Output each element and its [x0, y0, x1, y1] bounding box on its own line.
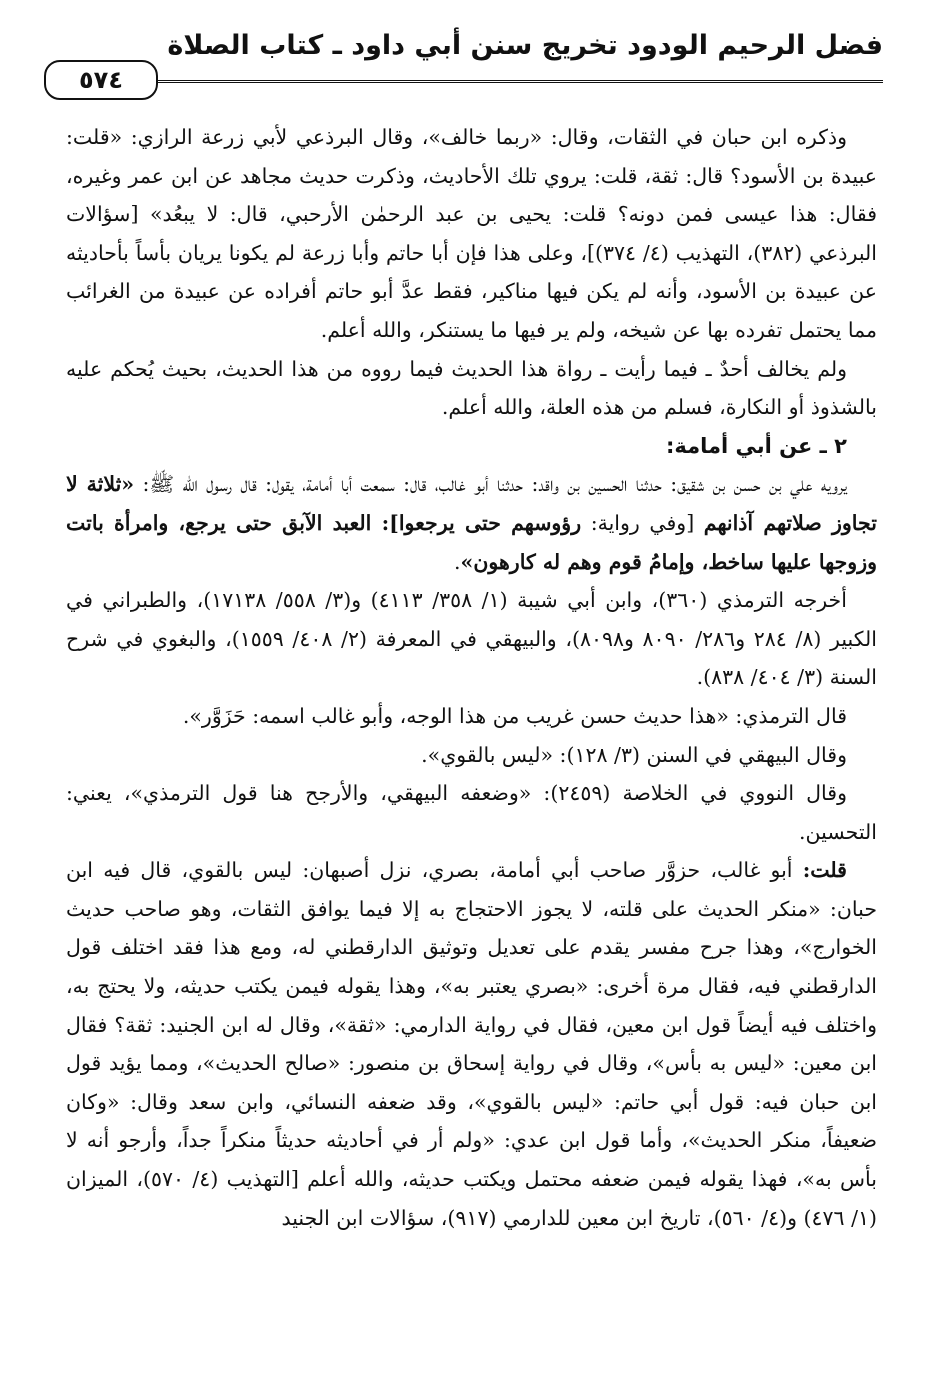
- paragraph: وذكره ابن حبان في الثقات، وقال: «ربما خالف»، وقال البرذعي لأبي زرعة الرازي: «قلت: عبيدة بن الأسود؟ قال: ثقة، قلت: يروي تلك الأحاديث، وذكرت حديث مجاهد عن ابن عمر وغيره، فقال: هذا عيسى فمن دونه؟ قلت: يحيى بن عبد الرحمٰن الأرحبي، قال: لا يبعُد» [سؤالات البرذعي (٣٨٢)، التهذيب (٤/ ٣٧٤)]، وعلى هذا فإن أبا حاتم وأبا زرعة لم يكونا يريان بأساً بأحاديثه عن عبيدة بن الأسود، وأنه لم يكن فيها مناكير، فقط عدَّ أبو حاتم أفراده عن عبيدة من الغرائب مما يحتمل تفرده بها عن شيخه، ولم ير فيها ما يستنكر، والله أعلم.: [66, 125, 877, 342]
- commentary-label: قلت:: [802, 858, 847, 883]
- commentary-text: أبو غالب، حزوَّر صاحب أبي أمامة، بصري، نزل أصبهان: ليس بالقوي، قال فيه ابن حبان: «منكر الحديث على قلته، لا يجوز الاحتجاج به إلا فيما يوافق الثقات، وهو صاحب حديث الخوارج»، وهذا جرح مفسر يقدم على تعديل وتوثيق الدارقطني له، ومع هذا فقد اختلف قول الدارقطني فيه، فقال مرة أخرى: «بصري يعتبر به»، وهذا يقوله فيمن يكتب حديثه، ولا يحتج به، واختلف فيه أيضاً قول ابن معين، فقال في رواية الدارمي: «ثقة»، وقال له ابن الجنيد: ثقة؟ فقال ابن معين: «ليس به بأس»، وقال في رواية إسحاق بن منصور: «صالح الحديث»، ومما يؤيد قول ابن حبان فيه: قول أبي حاتم: «ليس بالقوي»، وقد ضعفه النسائي، وابن سعد وقال: «وكان ضعيفاً، منكر الحديث»، وأما قول ابن عدي: «ولم أر في أحاديثه حديثاً منكراً جداً، وأرجو أنه لا بأس به»، فهذا يقوله فيمن ضعفه محتمل ويكتب حديثه، والله أعلم [التهذيب (٤/ ٥٧٠)، الميزان (١/ ٤٧٦) و(٤/ ٥٦٠)، تاريخ ابن معين للدارمي (٩١٧)، سؤالات ابن الجنيد: [66, 858, 877, 1230]
- quote-paragraph: وقال البيهقي في السنن (٣/ ١٢٨): «ليس بالقوي».: [421, 742, 847, 767]
- header-rule: [60, 80, 883, 83]
- hadith-paragraph: يرويه علي بن حسن بن شقيق: حدثنا الحسين بن واقد: حدثنا أبو غالب، قال: سمعت أبا أمامة، يقول: قال رسول الله ﷺ: «ثلاثة لا تجاوز صلاتهم آذانهم [وفي رواية: رؤوسهم حتى يرجعوا]: العبد الآبق حتى يرجع، وامرأة باتت وزوجها عليها ساخط، وإمامُ قوم وهم له كارهون».: [66, 472, 877, 574]
- hadith-text-continued: رؤوسهم حتى يرجعوا]: العبد الآبق حتى يرجع، وامرأة باتت وزوجها عليها ساخط، وإمامُ قوم وهم له كارهون»: [66, 510, 877, 574]
- hadith-variant-note: [وفي رواية:: [581, 510, 704, 535]
- paragraph: ولم يخالف أحدٌ ـ فيما رأيت ـ رواة هذا الحديث فيما رووه من هذا الحديث، بحيث يُحكم عليه بالشذوذ أو النكارة، فسلم من هذه العلة، والله أعلم.: [66, 356, 877, 420]
- section-heading: ٢ ـ عن أبي أمامة:: [665, 433, 847, 458]
- hadith-text: «ثلاثة لا تجاوز صلاتهم آذانهم: [66, 472, 877, 535]
- running-header-title: فضل الرحيم الودود تخريج سنن أبي داود ـ كتاب الصلاة: [167, 30, 883, 61]
- page-number: ٥٧٤: [44, 60, 158, 100]
- takhrij-paragraph: أخرجه الترمذي (٣٦٠)، وابن أبي شيبة (١/ ٣٥٨/ ٤١١٣) و(٣/ ٥٥٨/ ١٧١٣٨)، والطبراني في الكبير (٨/ ٢٨٤ و٢٨٦/ ٨٠٩٠ و٨٠٩٨)، والبيهقي في المعرفة (٢/ ٤٠٨/ ١٥٥٩)، والبغوي في شرح السنة (٣/ ٤٠٤/ ٨٣٨).: [66, 588, 877, 690]
- page-body: [66, 118, 877, 1237]
- commentary-paragraph: [66, 851, 877, 1237]
- hadith-intro: يرويه علي بن حسن بن شقيق: حدثنا الحسين بن واقد: حدثنا أبو غالب، قال: سمعت أبا أمامة، يقول: قال رسول الله ﷺ:: [142, 472, 847, 497]
- quote-paragraph: قال الترمذي: «هذا حديث حسن غريب من هذا الوجه، وأبو غالب اسمه: حَزَوَّر».: [182, 703, 847, 728]
- quote-paragraph: وقال النووي في الخلاصة (٢٤٥٩): «وضعفه البيهقي، والأرجح هنا قول الترمذي»، يعني: التحسين.: [66, 781, 877, 844]
